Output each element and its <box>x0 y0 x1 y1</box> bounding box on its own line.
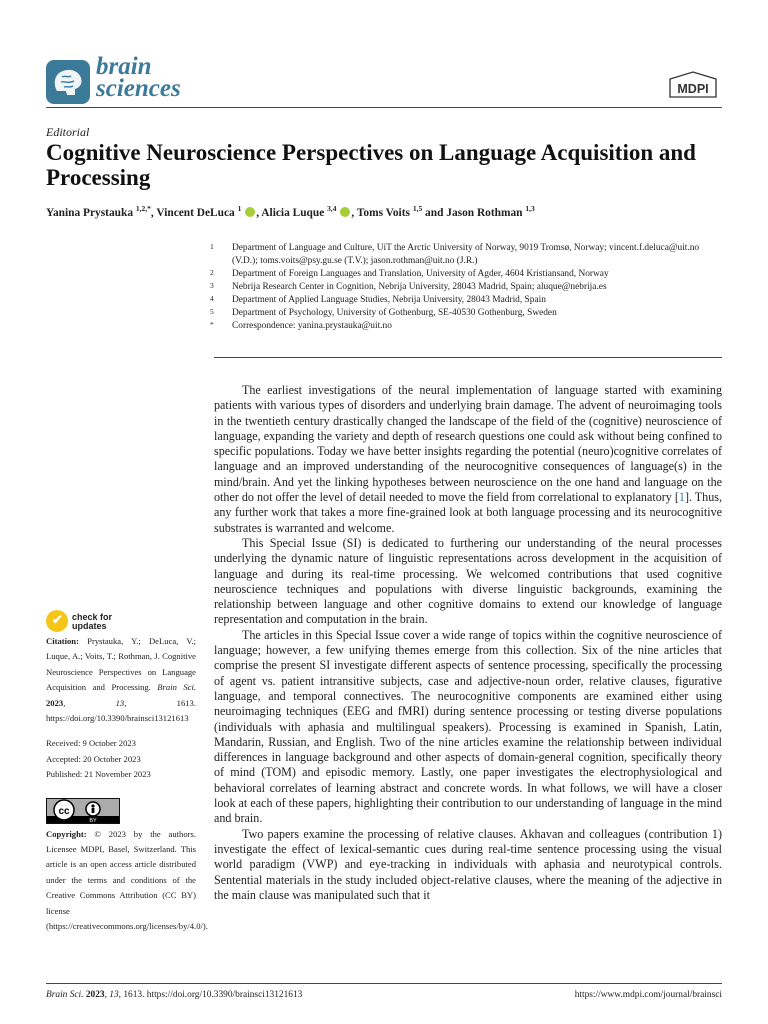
copyright-block <box>46 827 208 935</box>
affiliation-text: Department of Foreign Languages and Translation, University of Agder, 4604 Kristiansand, Norway <box>232 269 609 279</box>
copyright-label: Copyright: <box>46 828 87 839</box>
author-affil-sup: 1,3 <box>525 204 535 213</box>
citation-journal: Brain Sci. <box>157 682 196 693</box>
body-paragraph: This Special Issue (SI) is dedicated to furthering our understanding of the neural processes underlying the dynamic nature of linguistic representations across development in the acquisition of language and during its real-time processing. We welcomed contributions that used cognitive neuroscience techniques and populations with diverse linguistic backgrounds, examining the relationship between language and other cognitive domains to extend our knowledge of language representation and computation in the brain. <box>214 535 722 627</box>
affiliation-number: * <box>210 320 214 329</box>
author-name[interactable]: Yanina Prystauka <box>46 206 134 219</box>
citation-volume: 13 <box>115 697 125 708</box>
article-type: Editorial <box>46 125 90 139</box>
check-updates-line1: check for <box>72 612 113 622</box>
dates-block <box>46 736 196 782</box>
footer-doi[interactable]: , 1613. https://doi.org/10.3390/brainsci13121613 <box>118 990 303 1000</box>
article-sidebar <box>46 634 208 935</box>
footer-citation: Brain Sci. 2023, 13, 1613. https://doi.org/10.3390/brainsci13121613 <box>46 990 303 1000</box>
article-title: Cognitive Neuroscience Perspectives on Language Acquisition and Processing <box>46 140 696 190</box>
received-date: Received: 9 October 2023 <box>46 738 136 749</box>
affiliation-item <box>210 307 722 320</box>
author-name[interactable]: Jason Rothman <box>446 206 523 219</box>
author-name[interactable]: Vincent DeLuca <box>156 206 235 219</box>
affiliation-number: 1 <box>210 242 214 251</box>
affiliation-number: 4 <box>210 294 214 303</box>
affiliation-text: Nebrija Research Center in Cognition, Nebrija University, 28043 Madrid, Spain; aluque@nebrija.es <box>232 282 607 292</box>
journal-logo-icon <box>46 60 90 104</box>
author-name[interactable]: Toms Voits <box>356 206 410 219</box>
footer-journal-url[interactable]: https://www.mdpi.com/journal/brainsci <box>574 990 722 1000</box>
affiliation-number: 5 <box>210 307 214 316</box>
author-list: Yanina Prystauka $^{1,2,*}$, Vincent DeLuca $^1$ , Alicia Luque $^{3,4}$ , Toms Voits $^{1,5}$ and Jason Rothman $^{1,3}$ <box>46 204 535 219</box>
accepted-date: Accepted: 20 October 2023 <box>46 753 141 764</box>
author-affil-sup: 3,4 <box>327 204 337 213</box>
article-body <box>214 383 722 903</box>
footer-year: 2023 <box>85 990 105 1000</box>
author-affil-sup: 1,5 <box>412 204 423 213</box>
check-updates-icon: ✔ <box>46 610 68 632</box>
correspondence <box>210 320 722 333</box>
copyright-text: © 2023 by the authors. Licensee MDPI, Basel, Switzerland. This article is an open access article distributed under the terms and conditions of the Creative Commons Attribution (CC BY) license (https://creativecommons.org/licenses/by/4.0/). <box>46 828 208 932</box>
published-date: Published: 21 November 2023 <box>46 769 151 780</box>
author-affil-sup: 1 <box>237 204 242 213</box>
paragraph-text: ]. Thus, any further work that takes a more fine-grained look at both language processing and its neurocognitive substrates is warranted and welcome. <box>214 490 723 535</box>
affiliation-item <box>210 242 722 268</box>
author-affil-sup: 1,2, <box>135 204 148 213</box>
publisher-logo <box>664 70 722 100</box>
cc-by-license-badge[interactable] <box>46 798 120 824</box>
correspondence-text: Correspondence: yanina.prystauka@uit.no <box>232 321 392 331</box>
affiliation-text: Department of Psychology, University of Gothenburg, SE-40530 Gothenburg, Sweden <box>232 308 557 318</box>
publisher-logo-text: MDPI <box>677 82 709 96</box>
check-updates-line2: updates <box>72 621 107 631</box>
citation-doi[interactable]: , 1613. https://doi.org/10.3390/brainsci13121613 <box>46 697 196 724</box>
journal-name-line1: brain <box>96 53 152 80</box>
citation-year: 2023 <box>46 697 64 708</box>
paragraph-text: The earliest investigations of the neural implementation of language started with examining patients with various types of disorders and underlying brain damage. The advent of neuroimaging tools in the twentieth century drastically changed the landscape of the field of the (cognitive) neuroscience of language, expanding the variety and depth of research questions one could ask without being confined to specific populations. Today we have better insights regarding the potential (neuro)cognitive correlates of language and an improved understanding of the neurocognitive consequences of language(s) in the mind/brain. And yet the linking hypotheses between neuroscience on the one hand and language on the other do not offer the level of detail needed to move the field from correlational to explanatory [ <box>214 383 722 505</box>
body-paragraph: The articles in this Special Issue cover a wide range of topics within the cognitive neuroscience of language; however, a few unifying themes emerge from this collection. Six of the nine articles that comprise the present SI investigate different aspects of sentence processing, specifically the processing of agent vs. patient intransitive subjects, case and adjective-noun order, relative clauses, figurative language, and temporal connectives. The neurocognitive components are examined either using neuroimaging techniques (EEG and fMRI) during sentence processing or testing diverse populations (individuals with aphasia and multilingual speakers). Processing is examined in Spanish, Latin, Mandarin, Russian, and English. Two of the nine articles examine the relationship between individual differences in language background and other aspects of domain-general cognition, specifically theory of mind (TOM) and episodic memory. Lastly, one paper investigates the electrophysiological and behavioral correlates of learning abstract and concrete words. In what follows, we will have a closer look at each of these papers, highlighting their contribution to our understanding of language in the mind and brain. <box>214 627 722 826</box>
affiliation-number: 2 <box>210 268 214 277</box>
affiliation-item <box>210 281 722 294</box>
affiliations <box>210 242 722 333</box>
cc-icon-text: cc <box>58 806 70 817</box>
affiliation-item <box>210 294 722 307</box>
orcid-icon[interactable] <box>340 207 350 217</box>
reference-link[interactable]: 1 <box>678 490 685 505</box>
affiliation-item <box>210 268 722 281</box>
footer-journal: Brain Sci. <box>46 990 84 1000</box>
affiliation-divider <box>214 357 722 358</box>
footer-divider <box>46 983 722 984</box>
footer-volume: 13 <box>109 990 119 1000</box>
affiliation-number: 3 <box>210 281 214 290</box>
orcid-icon[interactable] <box>245 207 255 217</box>
body-paragraph: Two papers examine the processing of relative clauses. Akhavan and colleagues (contribution 1) investigate the effect of lexical-semantic cues during real-time sentence processing using the visual world paradigm (VWP) and eye-tracking in individuals with aphasia and neurotypical controls. Sentential materials in the study included object-relative clauses, where the meaning of the adjective in the main clause was manipulated such that it <box>214 826 722 902</box>
affiliation-text: Department of Applied Language Studies, Nebrija University, 28043 Madrid, Spain <box>232 295 546 305</box>
journal-name <box>96 53 181 102</box>
by-label: BY <box>89 818 97 823</box>
affiliation-text: Department of Language and Culture, UiT the Arctic University of Norway, 9019 Tromsø, Norway; vincent.f.deluca@uit.no (V.D.); toms.voits@psy.gu.se (T.V.); jason.rothman@uit.no (J.R.) <box>232 243 700 266</box>
body-paragraph <box>214 383 722 536</box>
author-name[interactable]: Alicia Luque <box>261 206 325 219</box>
citation-label: Citation: <box>46 636 79 646</box>
header-divider <box>46 107 722 108</box>
corresponding-mark: * <box>147 204 151 213</box>
check-updates-label <box>72 613 112 631</box>
citation-text: Prystauka, Y.; DeLuca, V.; Luque, A.; Voits, T.; Rothman, J. Cognitive Neuroscience Perspectives on Language Acquisition and Processing. <box>46 636 196 693</box>
citation-block: Citation: Prystauka, Y.; DeLuca, V.; Luque, A.; Voits, T.; Rothman, J. Cognitive Neuroscience Perspectives on Language Acquisition and Processing. Brain Sci. 2023, 13, 1613. https://doi.org/10.3390/brainsci13121613 <box>46 636 196 724</box>
journal-name-line2: sciences <box>96 75 181 102</box>
